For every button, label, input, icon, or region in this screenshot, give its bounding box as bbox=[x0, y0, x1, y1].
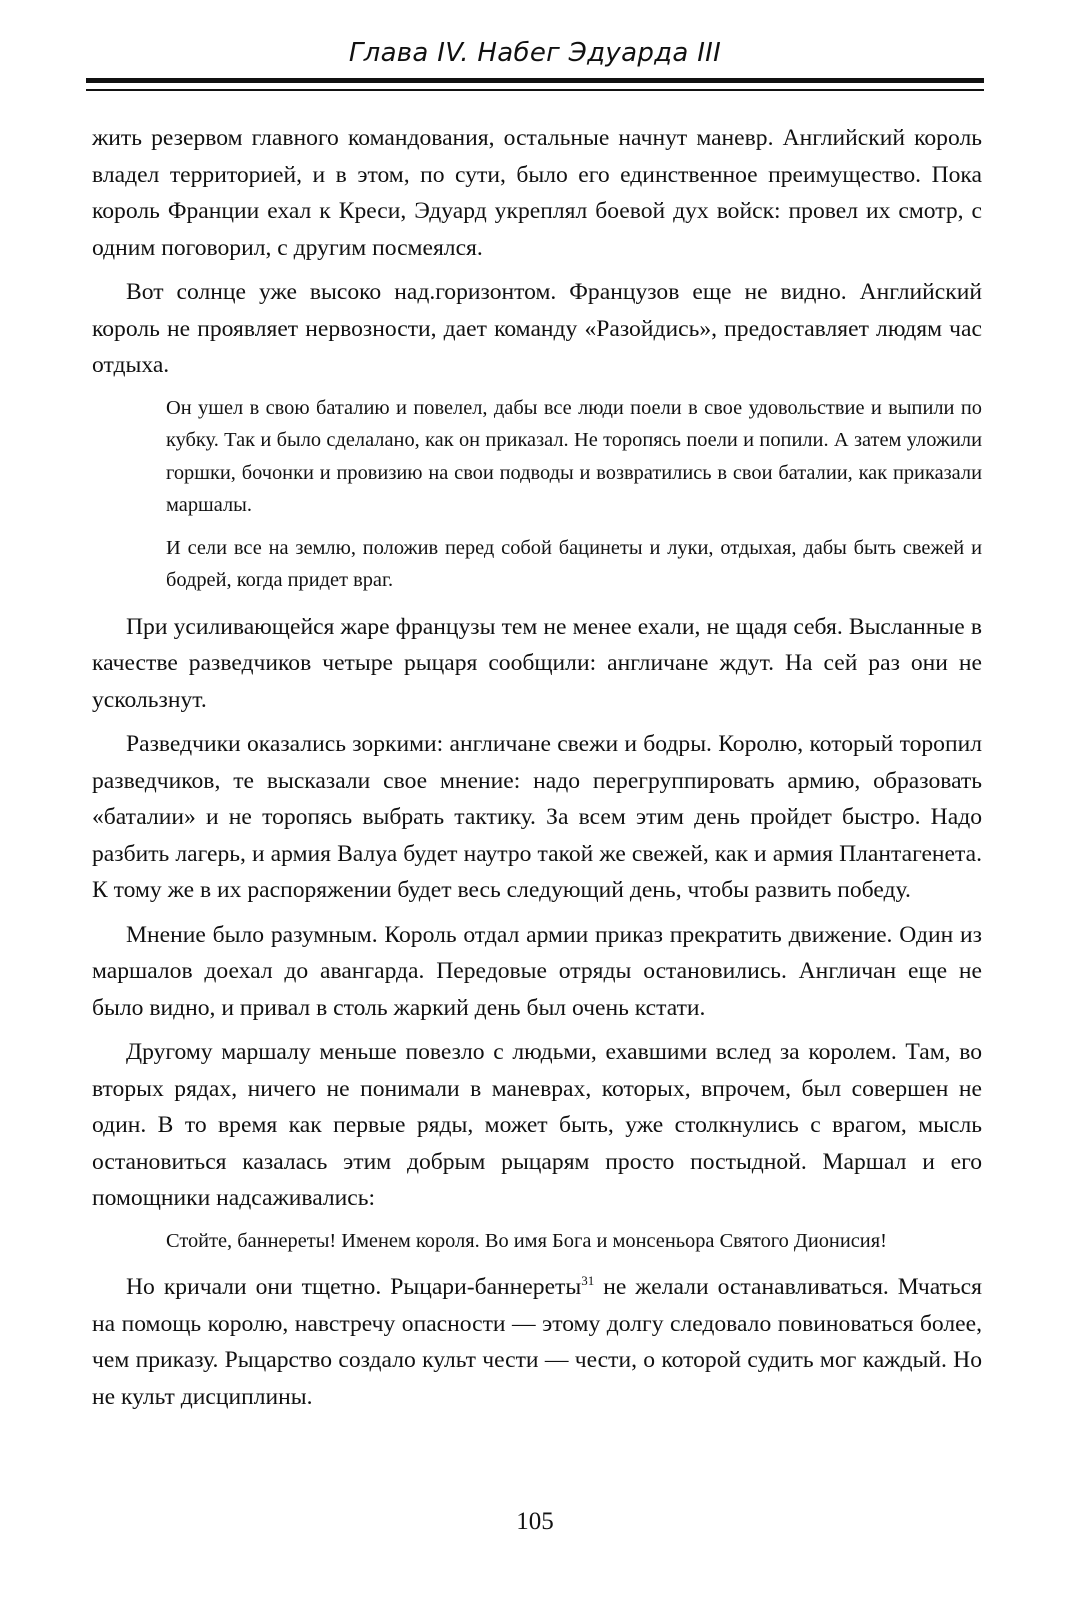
quotation-2 bbox=[92, 1225, 982, 1258]
paragraph-5: Мнение было разумным. Король отдал армии приказ прекратить движение. Один из маршалов доехал до авангарда. Передовые отряды остановились. Англичан еще не было видно, и привал в столь жаркий день был очень кстати. bbox=[92, 921, 982, 1021]
paragraph-2: Вот солнце уже высоко над.горизонтом. Французов еще не видно. Английский король не проявляет нервозности, дает команду «Разойдись», предоставляет людям час отдыха. bbox=[92, 279, 982, 378]
footnote-marker[interactable]: 31 bbox=[581, 1273, 595, 1289]
paragraph-7-text-end: не желали останавливаться. Мчаться на помощь королю, навстречу опасности — этому долгу следовало повиноваться более, чем приказу. Рыцарство создало культ чести — чести, о которой судить мог каждый. Но не культ дисциплины. bbox=[92, 1274, 982, 1410]
body-text bbox=[92, 120, 982, 1423]
running-header: Глава IV. Набег Эдуарда III bbox=[348, 38, 722, 68]
paragraph-6: Другому маршалу меньше повезло с людьми, ехавшими вслед за королем. Там, во вторых рядах, ничего не понимали в маневрах, которых, впрочем, был совершен не один. В то время как первые ряды, может быть, уже столкнулись с врагом, мысль остановиться казалась этим добрым рыцарям просто постыдной. Маршал и его помощники надсаживались: bbox=[92, 1039, 982, 1211]
paragraph-7 bbox=[92, 1269, 982, 1415]
quotation-2-text: Стойте, баннереты! Именем короля. Во имя Бога и монсеньора Святого Дионисия! bbox=[166, 1229, 887, 1252]
header-rule-thick bbox=[86, 78, 984, 83]
header-rule-thin bbox=[86, 89, 984, 91]
paragraph-7-text-start: Но кричали они тщетно. Рыцари-баннереты bbox=[126, 1274, 582, 1300]
page-number: 105 bbox=[516, 1508, 554, 1535]
paragraph-1: жить резервом главного командования, остальные начнут маневр. Английский король владел территорией, и в этом, по сути, было его единственное преимущество. Пока король Франции ехал к Креси, Эдуард укреплял боевой дух войск: провел их смотр, с одним поговорил, с другим посмеялся. bbox=[92, 125, 982, 261]
quotation-1 bbox=[92, 392, 982, 597]
quotation-1-part-2: И сели все на землю, положив перед собой бацинеты и луки, отдыхая, дабы быть свежей и бодрей, когда придет враг. bbox=[166, 536, 982, 591]
paragraph-4: Разведчики оказались зоркими: англичане свежи и бодры. Королю, который торопил разведчиков, те высказали свое мнение: надо перегруппировать армию, образовать «баталии» и не торопясь выбрать тактику. За всем этим день пройдет быстро. Надо разбить лагерь, и армия Валуа будет наутро такой же свежей, как и армия Плантагенета. К тому же в их распоряжении будет весь следующий день, чтобы развить победу. bbox=[92, 731, 982, 903]
quotation-1-part-1: Он ушел в свою баталию и повелел, дабы все люди поели в свое удовольствие и выпили по кубку. Так и было сделалано, как он приказал. Не торопясь поели и попили. А затем уложили горшки, бочонки и провизию на свои подводы и возвратились в свои баталии, как приказали маршалы. bbox=[166, 396, 982, 516]
paragraph-3: При усиливающейся жаре французы тем не менее ехали, не щадя себя. Высланные в качестве разведчиков четыре рыцаря сообщили: англичане ждут. На сей раз они не ускользнут. bbox=[92, 613, 982, 713]
